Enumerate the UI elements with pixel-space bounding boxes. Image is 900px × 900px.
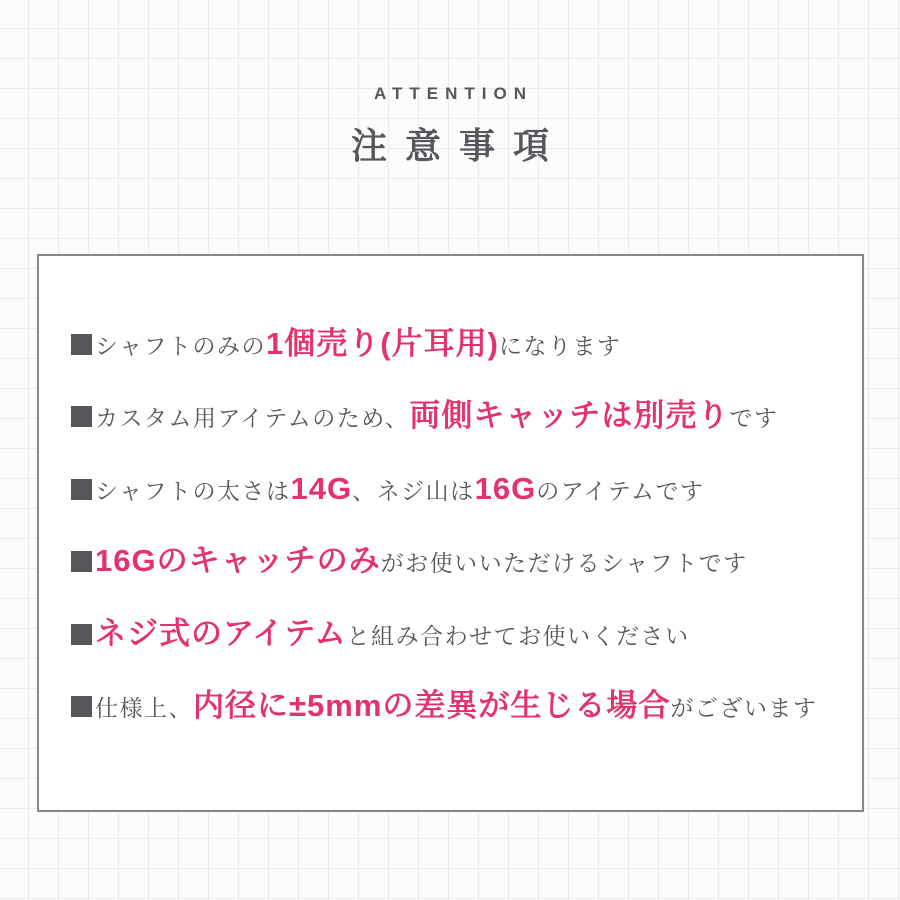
note-text: です bbox=[729, 405, 779, 432]
note-text: シャフトの太さは bbox=[95, 477, 291, 504]
note-item-6 bbox=[71, 687, 842, 724]
note-highlight: ネジ式のアイテム bbox=[95, 615, 347, 651]
attention-eyebrow-label: ATTENTION bbox=[373, 84, 533, 103]
square-bullet-icon bbox=[71, 406, 92, 427]
square-bullet-icon bbox=[71, 624, 92, 645]
page-title: 注意事項 bbox=[350, 125, 567, 166]
square-bullet-icon bbox=[71, 479, 92, 500]
note-text: のアイテムです bbox=[536, 477, 705, 504]
note-highlight: 両側キャッチは別売り bbox=[409, 398, 730, 434]
notice-panel bbox=[37, 254, 864, 812]
note-highlight: 1個売り(片耳用) bbox=[266, 326, 499, 361]
note-text: シャフトのみの bbox=[95, 333, 267, 359]
note-text: 、ネジ山は bbox=[352, 477, 475, 504]
note-item-3 bbox=[71, 470, 842, 507]
note-item-4 bbox=[71, 545, 842, 579]
note-text: になります bbox=[498, 333, 622, 359]
note-text: と組み合わせてお使いください bbox=[346, 622, 690, 649]
note-highlight: 16Gのキャッチのみ bbox=[95, 543, 381, 579]
note-item-2 bbox=[71, 400, 842, 434]
note-text: がお使いいただけるシャフトです bbox=[380, 550, 748, 577]
square-bullet-icon bbox=[71, 551, 92, 572]
note-text: 仕様上、 bbox=[95, 694, 193, 721]
note-highlight: 16G bbox=[474, 470, 537, 506]
note-text: がございます bbox=[670, 694, 818, 721]
page-header bbox=[0, 84, 900, 169]
square-bullet-icon bbox=[71, 334, 92, 355]
note-highlight: 14G bbox=[290, 470, 353, 506]
note-item-5 bbox=[71, 615, 842, 652]
note-item-1 bbox=[71, 328, 842, 362]
note-text: カスタム用アイテムのため、 bbox=[95, 405, 410, 432]
note-highlight: 内径に±5mmの差異が生じる場合 bbox=[193, 687, 671, 723]
square-bullet-icon bbox=[71, 696, 92, 717]
